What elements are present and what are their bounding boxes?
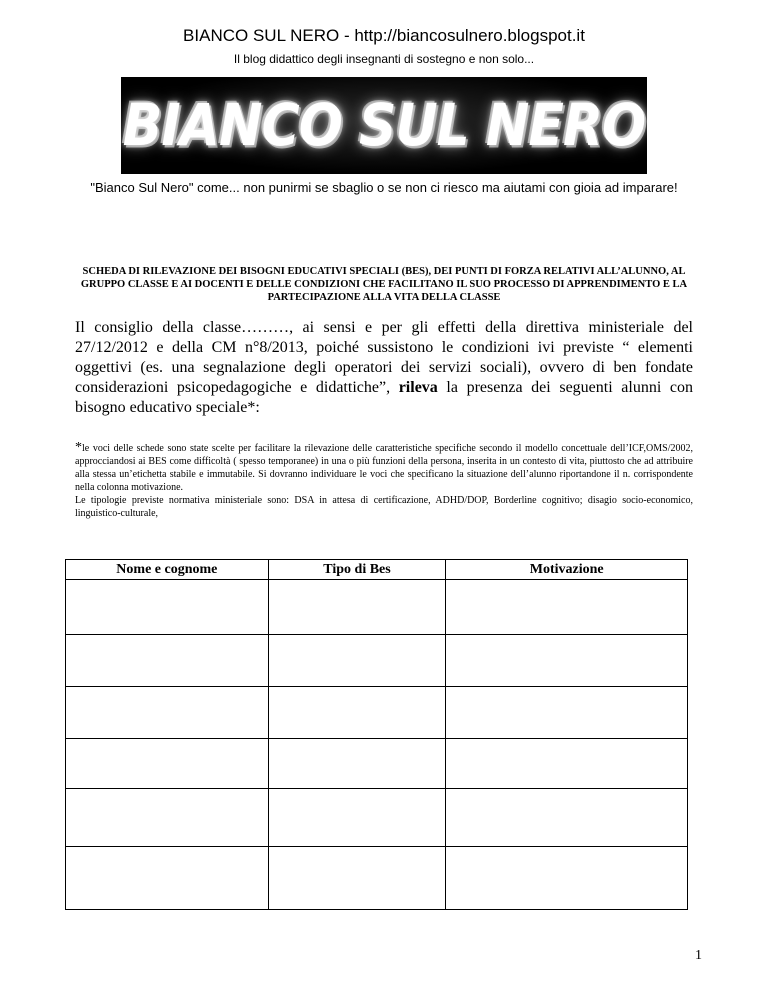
cell-nome[interactable] [66,789,269,847]
header-tipo: Tipo di Bes [268,560,446,580]
form-title: SCHEDA DI RILEVAZIONE DEI BISOGNI EDUCATIVI SPECIALI (BES), DEI PUNTI DI FORZA RELATIVI ALL’ALUNNO, AL GRUPPO CLASSE E AI DOCENTI E DELLE CONDIZIONI CHE FACILITANO IL SUO PROCESSO DI APPRENDIMENTO E LA PARTECIPAZIONE ALLA VITA DELLA CLASSE [80,266,688,303]
cell-tipo[interactable] [268,789,446,847]
page-number: 1 [695,948,702,963]
cell-tipo[interactable] [268,580,446,635]
cell-nome[interactable] [66,739,269,789]
logo-banner [121,77,647,174]
cell-nome[interactable] [66,847,269,910]
header-nome: Nome e cognome [66,560,269,580]
bes-table [65,559,688,910]
table-header-row [66,560,688,580]
table-row [66,739,688,789]
cell-motivazione[interactable] [446,635,688,687]
cell-tipo[interactable] [268,687,446,739]
intro-part2: la presenza dei seguenti alunni con bisogno educativo speciale*: [75,379,693,416]
cell-nome[interactable] [66,635,269,687]
intro-paragraph [75,318,693,418]
cell-tipo[interactable] [268,635,446,687]
cell-nome[interactable] [66,687,269,739]
table-row [66,847,688,910]
intro-bold: rileva [398,379,438,396]
cell-motivazione[interactable] [446,580,688,635]
cell-motivazione[interactable] [446,739,688,789]
cell-motivazione[interactable] [446,687,688,739]
table-row [66,580,688,635]
cell-motivazione[interactable] [446,847,688,910]
cell-motivazione[interactable] [446,789,688,847]
tagline: "Bianco Sul Nero" come... non punirmi se sbaglio o se non ci riesco ma aiutami con gioia ad imparare! [90,180,678,195]
intro-part1: Il consiglio della classe………, ai sensi e per gli effetti della direttiva ministeriale del 27/12/2012 e della CM n°8/2013, poiché sussistono le condizioni ivi previste “ elementi oggettivi (es. una segnalazione degli operatori dei servizi sociali), ovvero di ben fondate considerazioni psicopedagogiche e didattiche”, [75,319,693,396]
footnote [75,441,693,520]
header-motivazione: Motivazione [446,560,688,580]
footnote-star: * [75,440,82,455]
table-row [66,789,688,847]
cell-nome[interactable] [66,580,269,635]
cell-tipo[interactable] [268,739,446,789]
table-row [66,687,688,739]
footnote-line2: Le tipologie previste normativa ministeriale sono: DSA in attesa di certificazione, ADHD/DOP, Borderline cognitivo; disagio socio-economico, linguistico-culturale, [75,495,693,519]
cell-tipo[interactable] [268,847,446,910]
footnote-line1 [75,441,693,494]
table-row [66,635,688,687]
logo-text: BIANCO SUL NERO [122,91,646,160]
footnote-text1: le voci delle schede sono state scelte per facilitare la rilevazione delle caratteristiche specifiche secondo il modello concettuale dell’ICF,OMS/2002, approcciandosi ai BES come difficoltà ( spesso temporanee) in una o più funzioni della persona, inserita in un contesto di vita, piuttosto che ad attribuire alla stessa un’etichetta stabile e immutabile. Si dovranno individuare le voci che specificano la situazione dell’alunno riportandone il n. corrispondente nella colonna motivazione. [75,443,693,493]
header-subtitle: Il blog didattico degli insegnanti di sostegno e non solo... [233,52,535,66]
header-title: BIANCO SUL NERO - http://biancosulnero.blogspot.it [183,26,585,45]
